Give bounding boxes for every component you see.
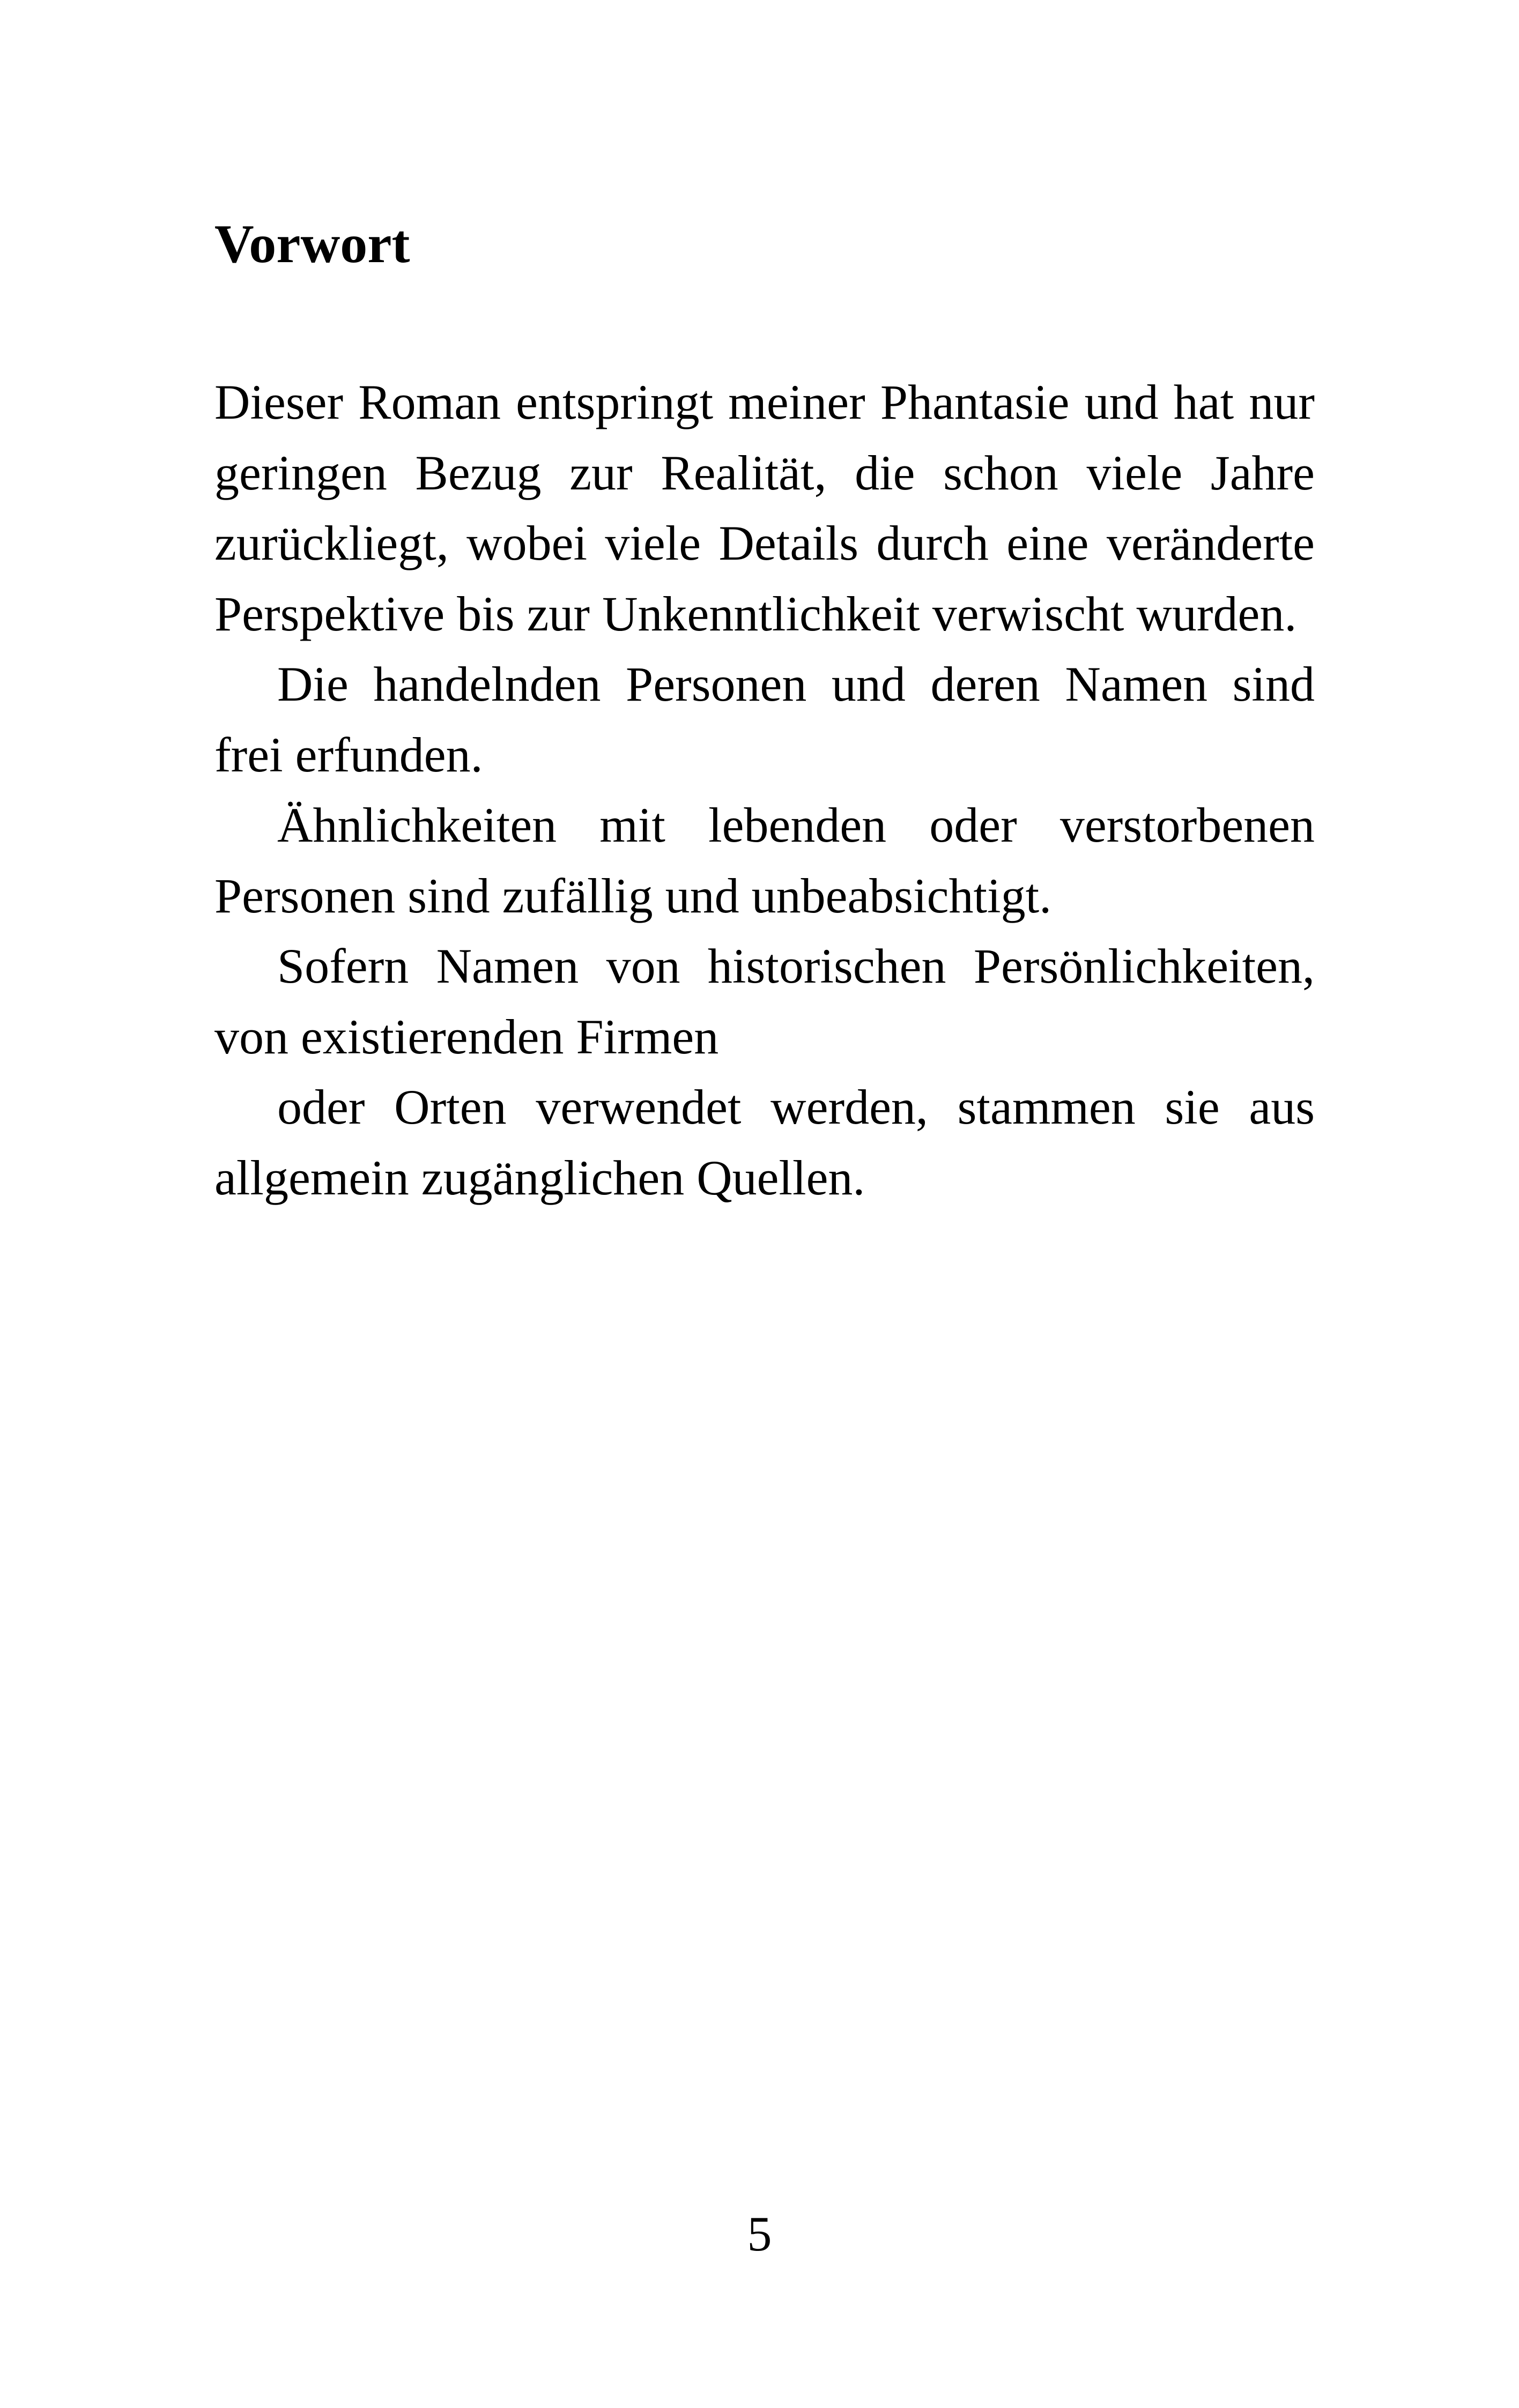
paragraph: Die handelnden Personen und deren Namen sind frei erfunden.: [214, 657, 1315, 782]
paragraph: Ähnlichkeiten mit lebenden oder verstorbenen Personen sind zufällig und unbeabsichtigt.: [214, 798, 1315, 923]
page-number: 5: [747, 2206, 772, 2261]
preface-text: [214, 367, 1315, 1213]
paragraph: oder Orten verwendet werden, stammen sie aus allgemein zugänglichen Quellen.: [214, 1080, 1315, 1205]
paragraph: Sofern Namen von historischen Persönlichkeiten, von existierenden Firmen: [214, 939, 1315, 1064]
chapter-heading: Vorwort: [214, 214, 410, 274]
paragraph: Dieser Roman entspringt meiner Phantasie und hat nur geringen Bezug zur Realität, die schon viele Jahre zurückliegt, wobei viele Details durch eine veränderte Perspektive bis zur Unkenntlichkeit verwischt wurden.: [214, 375, 1315, 641]
